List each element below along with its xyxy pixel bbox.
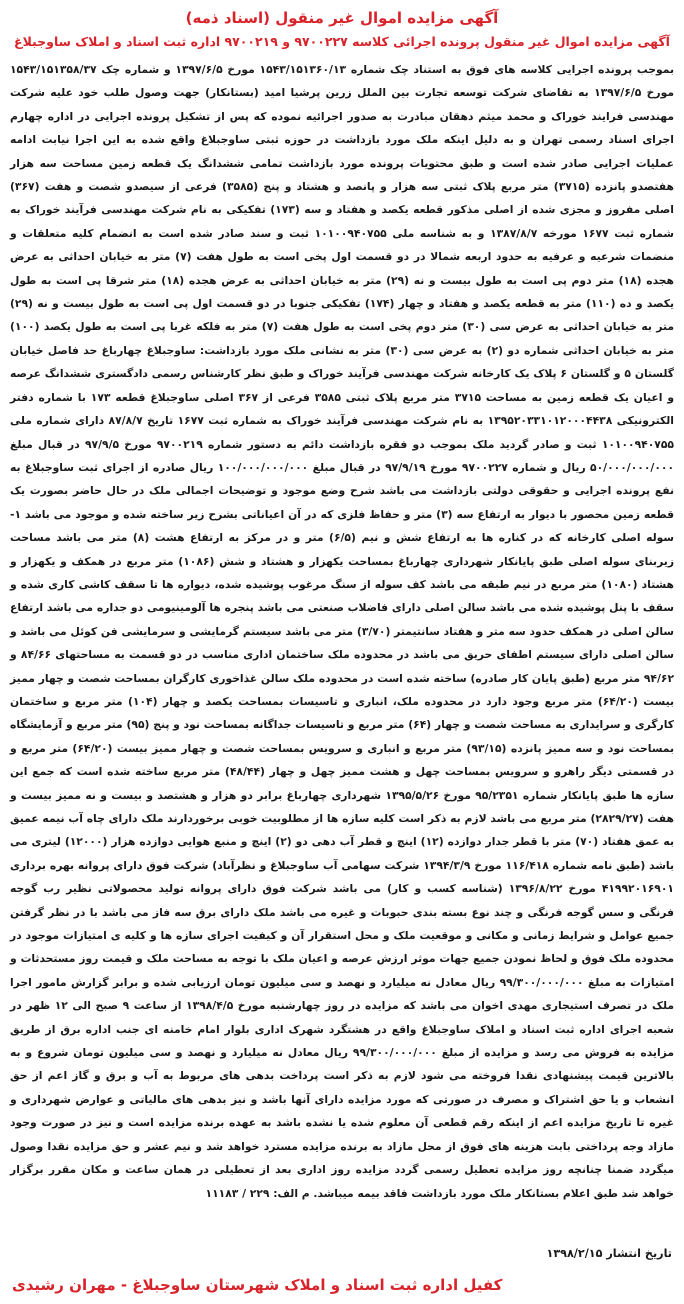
notice-title: آگهی مزایده اموال غیر منقول (اسناد ذمه): [185, 9, 499, 27]
publish-date-line: [12, 1244, 672, 1264]
notice-body: بموجب پرونده اجرایی کلاسه های فوق به استناد چک شماره ۱۵۴۳/۱۵۱۳۶۰/۱۳ مورخ ۱۳۹۷/۶/۵ و شماره چک ۱۵۴۳/۱۵۱۳۵۸/۳۷ مورخ ۱۳۹۷/۶/۵ به تقاضای شرکت توسعه تجارت بین الملل زرین پرشیا امید (بستانکار) جهت وصول طلب خود علیه شرکت مهندسی فرایند خوراک و محمد میثم دهقان مبادرت به صدور اجرائیه نموده که پس از تشکیل پرونده اجرایی در اداره چهارم اجرای اسناد رسمی تهران و به دلیل اینکه ملک مورد بازداشت در حوزه ثبتی ساوجبلاغ واقع شده به این اجرا نیابت ادامه عملیات اجرایی صادر شده است و طبق محتویات پرونده مورد بازداشت تمامی ششدانگ یک قطعه زمین مساحت سه هزار هفتصدو پانزده (۳۷۱۵) متر مربع پلاک ثبتی سه هزار و پانصد و هشتاد و پنج (۳۵۸۵) فرعی از سیصدو شصت و هفت (۳۶۷) اصلی مفروز و مجزی شده از اصلی مذکور قطعه یکصد و هفتاد و سه (۱۷۳) تفکیکی به نام شرکت مهندسی فرآیند خوراک به شماره ثبت ۱۶۷۷ مورخه ۱۳۸۷/۸/۷ و به شناسه ملی ۱۰۱۰۰۹۴۰۷۵۵ ثبت و سند صادر شده است به انضمام کلیه متعلقات و منضمات شرعیه و عرفیه به حدود اربعه شمالا در دو قسمت اول پخی است به طول هفت (۷) متر به خیابان احداثی به عرض هجده (۱۸) متر دوم پی است به طول بیست و نه (۲۹) متر به خیابان احداثی به عرض هجده (۱۸) متر شرقا پی است به طول یکصد و ده (۱۱۰) متر به قطعه یکصد و هفتاد و چهار (۱۷۴) تفکیکی جنوبا در دو قسمت اول پی است به طول بیست و نه (۲۹) متر به خیابان احداثی به عرض سی (۳۰) متر دوم پخی است به طول هفت (۷) متر به فلکه غربا پی است به طول یکصد (۱۰۰) متر به خیابان احداثی شماره دو (۲) به عرض سی (۳۰) متر به نشانی ملک مورد بازداشت: ساوجبلاغ چهارباغ حد فاصل خیابان گلستان ۵ و گلستان ۶ پلاک یک کارخانه شرکت مهندسی فرآیند خوراک و طبق نظر کارشناس رسمی دادگستری ششدانگ عرصه و اعیان یک قطعه زمین به مساحت ۳۷۱۵ متر مربع پلاک ثبتی ۳۵۸۵ فرعی از ۳۶۷ اصلی ساوجبلاغ قطعه ۱۷۳ با شماره دفتر الکترونیکی ۱۳۹۵۲۰۳۳۱۰۱۲۰۰۰۴۴۳۸ به نام شرکت مهندسی فرآیند خوراک به شماره ثبت ۱۶۷۷ تاریخ ۸۷/۸/۷ دارای شماره ملی ۱۰۱۰۰۹۴۰۷۵۵ ثبت و صادر گردید ملک بموجب دو فقره بازداشت دائم به دستور شماره ۹۷۰۰۲۱۹ مورخ ۹۷/۹/۵ در قبال مبلغ ۵۰/۰۰۰/۰۰۰/۰۰۰ ریال و شماره ۹۷۰۰۲۲۷ مورخ ۹۷/۹/۱۹ در قبال مبلغ ۱۰۰/۰۰۰/۰۰۰/۰۰۰ ریال صادره از اجرای ثبت ساوجبلاغ به نفع پرونده اجرایی و حقوقی دولتی بازداشت می باشد شرح وضع موجود و توضیحات اجمالی ملک در حال حاضر بصورت یک قطعه زمین محصور با دیوار به ارتفاع سه (۳) متر و حفاظ فلزی که در آن اعیاناتی بشرح زیر ساخته شده و موجود می باشد ۱- سوله اصلی کارخانه که در کناره ها به ارتفاع شش و نیم (۶/۵) متر و در مرکز به ارتفاع هشت (۸) متر می باشد مساحت زیربنای سوله اصلی طبق پایانکار شهرداری چهارباغ بمساحت یکهزار و هشتاد و شش (۱۰۸۶) متر مربع در همکف و یکهزار و هشتاد (۱۰۸۰) متر مربع در نیم طبقه می باشد کف سوله از سنگ مرغوب پوشیده شده، دیواره ها تا سقف کاشی کاری شده و سقف با پنل پوشیده شده می باشد سالن اصلی دارای فاضلاب صنعتی می باشد پنجره ها آلومینیومی دو جداره می باشد ارتفاع سالن اصلی در همکف حدود سه متر و هفتاد سانتیمتر (۳/۷۰) متر می باشد سیستم گرمایشی و سرمایشی فن کوئل می باشد و سالن اصلی دارای سیستم اطفای حریق می باشد در محدوده ملک ساختمان اداری مناسب در دو قسمت به مساحتهای ۸۴/۶۶ و ۹۴/۶۲ متر مربع (طبق پایان کار صادره) ساخته شده است در محدوده ملک سالن غذاخوری کارگران بمساحت شصت و چهار ممیز بیست (۶۴/۲۰) متر مربع وجود دارد در محدوده ملک، انباری و تاسیسات بمساحت یکصد و چهار (۱۰۴) متر مربع و ساختمان کارگری و سرایداری به مساحت شصت و چهار (۶۴) متر مربع و تاسیسات جداگانه بمساحت نود و پنج (۹۵) متر مربع و آزمایشگاه بمساحت نود و سه ممیز پانزده (۹۳/۱۵) متر مربع و انباری و سرویس بمساحت شصت و چهار ممیز بیست (۶۴/۲۰) متر مربع و در قسمتی دیگر راهرو و سرویس بمساحت چهل و هشت ممیز چهل و چهار (۴۸/۴۴) متر مربع ساخته شده است که جمع این سازه ها طبق پایانکار شماره ۹۵/۲۳۵۱ مورخ ۱۳۹۵/۵/۲۶ شهرداری چهارباغ برابر دو هزار و هشتصد و بیست و نه ممیز بیست و هفت (۲۸۲۹/۲۷) متر مربع می باشد لازم به ذکر است کلیه سازه ها از مطلوبیت خوبی برخوردارند ملک دارای چاه آب نیمه عمیق به عمق هفتاد (۷۰) متر با قطر جدار دوازده (۱۲) اینچ و قطر آب دهی دو (۲) اینچ و منبع هوایی دوازده هزار (۱۲۰۰۰) لیتری می باشد (طبق نامه شماره ۱۱۶/۴۱۸ مورخ ۱۳۹۴/۳/۹ شرکت سهامی آب ساوجبلاغ و نظرآباد) شرکت فوق دارای پروانه بهره برداری ۴۱۹۹۲۰۱۶۹۰۱ مورخ ۱۳۹۶/۸/۲۲ (شناسه کسب و کار) می باشد شرکت فوق دارای پروانه تولید محصولاتی نظیر رب گوجه فرنگی و سس گوجه فرنگی و چند نوع بسته بندی حبوبات و غیره می باشد ملک دارای برق سه فاز می باشد با در نظر گرفتن جمیع عوامل و شرایط زمانی و مکانی و موقعیت ملک و محل استقرار آن و کیفیت اجرای سازه ها و کلیه ی امتیازات موجود در محدوده ملک فوق و لحاظ نمودن جمیع جهات موثر ارزش عرصه و اعیان ملک با توجه به مساحت ملک و قیمت روز مستحدثات و امتیازات به مبلغ ۹۹/۳۰۰/۰۰۰/۰۰۰ ریال معادل نه میلیارد و نهصد و سی میلیون تومان ارزیابی شده و برابر گزارش مامور اجرا ملک در تصرف استیجاری مهدی اخوان می باشد که مزایده در روز چهارشنبه مورخ ۱۳۹۸/۴/۵ از ساعت ۹ صبح الی ۱۲ ظهر در شعبه اجرای اداره ثبت اسناد و املاک ساوجبلاغ واقع در هشتگرد شهرک اداری بلوار امام خامنه ای جنب اداره برق از طریق مزایده به فروش می رسد و مزایده از مبلغ ۹۹/۳۰۰/۰۰۰/۰۰۰ ریال معادل نه میلیارد و نهصد و سی میلیون تومان شروع و به بالاترین قیمت پیشنهادی نقدا فروخته می شود لازم به ذکر است پرداخت بدهی های مربوط به آب و برق و گاز اعم از حق انشعاب و یا حق اشتراک و مصرف در صورتی که مورد مزایده دارای آنها باشد و نیز بدهی های مالیاتی و عوارض شهرداری و غیره تا تاریخ مزایده اعم از اینکه رقم قطعی آن معلوم شده یا نشده باشد به عهده برنده مزایده است و نیز در صورت وجود مازاد وجه پرداختی بابت هزینه های فوق از محل مازاد به برنده مزایده مسترد خواهد شد و نیم عشر و حق مزایده نقدا وصول میگردد ضمنا چنانچه روز مزایده تعطیل رسمی گردد مزایده روز اداری بعد از تعطیلی در همان ساعت و مکان مقرر برگزار خواهد شد طبق اعلام بستانکار ملک مورد بازداشت فاقد بیمه میباشد. م الف: ۲۲۹ / ۱۱۱۸۳: [10, 63, 675, 1200]
publish-date: تاریخ انتشار ۱۳۹۸/۲/۱۵: [546, 1247, 672, 1260]
notice-footer: [12, 1244, 672, 1296]
notice-subtitle: آگهی مزایده اموال غیر منقول پرونده اجرائی کلاسه ۹۷۰۰۲۲۷ و ۹۷۰۰۲۱۹ اداره ثبت اسناد و املاک ساوجبلاغ: [14, 34, 670, 49]
signature: کفیل اداره ثبت اسناد و املاک شهرستان ساوجبلاغ - مهران رشیدی: [12, 1276, 503, 1294]
